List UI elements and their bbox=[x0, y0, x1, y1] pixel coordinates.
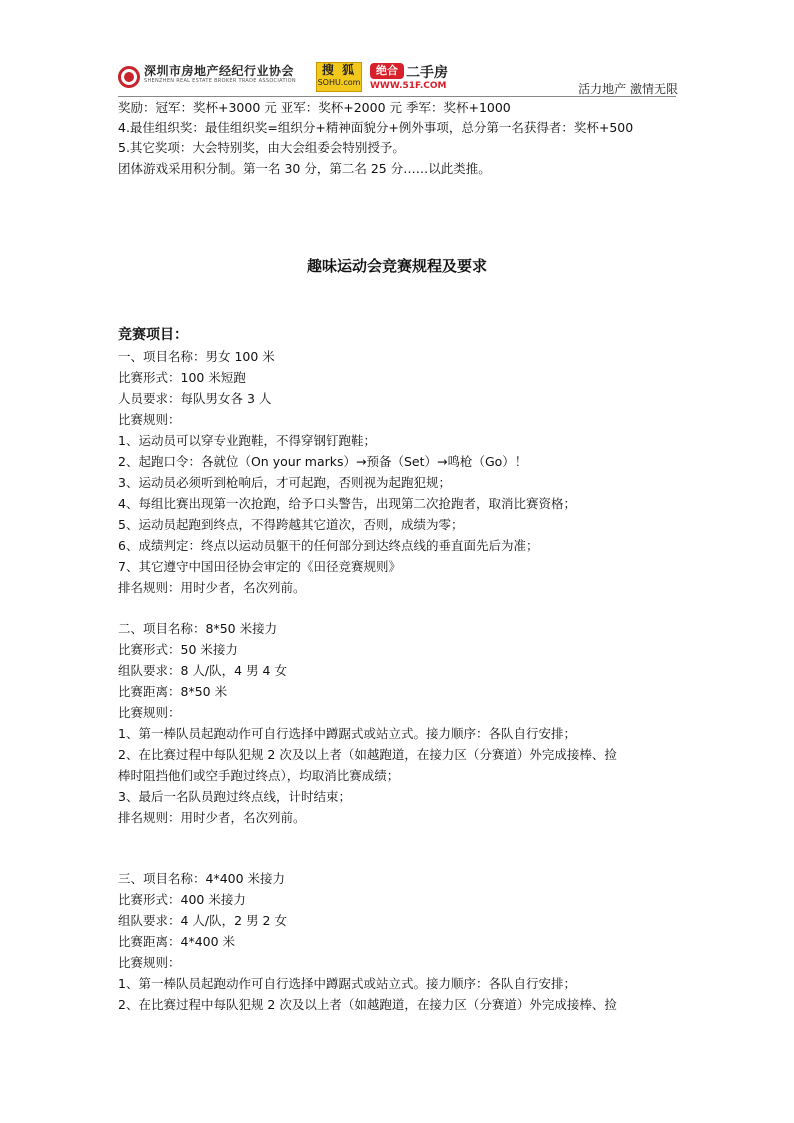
51f-logo bbox=[370, 62, 480, 92]
event1-line: 比赛形式：100 米短跑 bbox=[118, 370, 246, 385]
event2-line: 排名规则：用时少者，名次列前。 bbox=[118, 810, 306, 825]
event2-line: 比赛形式：50 米接力 bbox=[118, 642, 238, 657]
event3-line: 组队要求：4 人/队，2 男 2 女 bbox=[118, 913, 287, 928]
event2-line: 比赛距离：8*50 米 bbox=[118, 684, 228, 699]
event2-line: 二、项目名称：8*50 米接力 bbox=[118, 621, 278, 636]
event1-line: 4、每组比赛出现第一次抢跑，给予口头警告，出现第二次抢跑者，取消比赛资格； bbox=[118, 496, 576, 511]
intro-line: 奖励：冠军：奖杯+3000 元 亚军：奖杯+2000 元 季军：奖杯+1000 bbox=[118, 100, 511, 115]
event3-line: 比赛距离：4*400 米 bbox=[118, 934, 236, 949]
event3-line: 三、项目名称：4*400 米接力 bbox=[118, 871, 286, 886]
header-slogan: 活力地产 激情无限 bbox=[578, 82, 678, 96]
event2-line: 2、在比赛过程中每队犯规 2 次及以上者（如越跑道，在接力区（分赛道）外完成接棒、捡 bbox=[118, 747, 617, 762]
association-logo bbox=[118, 64, 296, 92]
page-header bbox=[118, 60, 678, 100]
event2-line: 组队要求：8 人/队，4 男 4 女 bbox=[118, 663, 287, 678]
intro-line: 团体游戏采用积分制。第一名 30 分，第二名 25 分……以此类推。 bbox=[118, 161, 491, 176]
event1-line: 比赛规则： bbox=[118, 412, 181, 427]
event1-line: 6、成绩判定：终点以运动员躯干的任何部分到达终点线的垂直面先后为准； bbox=[118, 538, 539, 553]
event1-line: 2、起跑口令：各就位（On your marks）→预备（Set）→鸣枪（Go）！ bbox=[118, 454, 528, 469]
sohu-logo-text: 搜 狐 bbox=[321, 63, 357, 77]
event2-line: 1、第一棒队员起跑动作可自行选择中蹲踞式或站立式。接力顺序：各队自行安排； bbox=[118, 726, 576, 741]
association-seal-icon bbox=[118, 66, 140, 88]
event3-line: 比赛规则： bbox=[118, 955, 181, 970]
event3-line: 比赛形式：400 米接力 bbox=[118, 892, 246, 907]
association-name: 深圳市房地产经纪行业协会 bbox=[144, 64, 295, 78]
event1-line: 1、运动员可以穿专业跑鞋，不得穿钢钉跑鞋； bbox=[118, 433, 376, 448]
event2-line: 3、最后一名队员跑过终点线，计时结束； bbox=[118, 789, 351, 804]
event1-line: 3、运动员必须听到枪响后，才可起跑，否则视为起跑犯规； bbox=[118, 475, 451, 490]
association-name-en: SHENZHEN REAL ESTATE BROKER TRADE ASSOCIATION bbox=[144, 78, 296, 84]
51f-logo-name: 二手房 bbox=[406, 65, 448, 81]
document-title: 趣味运动会竞赛规程及要求 bbox=[306, 257, 487, 275]
event1-line: 7、其它遵守中国田径协会审定的《田径竞赛规则》 bbox=[118, 559, 401, 574]
event1-line: 一、项目名称：男女 100 米 bbox=[118, 349, 275, 364]
intro-line: 4.最佳组织奖：最佳组织奖=组织分+精神面貌分+例外事项，总分第一名获得者：奖杯+500 bbox=[118, 120, 634, 135]
51f-logo-mark: 绝合 bbox=[370, 63, 404, 79]
sohu-logo-url: SOHU.com bbox=[317, 78, 361, 87]
section-heading: 竞赛项目： bbox=[118, 327, 188, 343]
sohu-logo bbox=[316, 62, 362, 92]
header-divider bbox=[118, 96, 676, 97]
event1-line: 人员要求：每队男女各 3 人 bbox=[118, 391, 272, 406]
event1-line: 排名规则：用时少者，名次列前。 bbox=[118, 580, 306, 595]
event3-line: 2、在比赛过程中每队犯规 2 次及以上者（如越跑道，在接力区（分赛道）外完成接棒、捡 bbox=[118, 997, 617, 1012]
event2-line: 棒时阻挡他们或空手跑过终点），均取消比赛成绩； bbox=[118, 768, 400, 783]
event3-line: 1、第一棒队员起跑动作可自行选择中蹲踞式或站立式。接力顺序：各队自行安排； bbox=[118, 976, 576, 991]
event1-line: 5、运动员起跑到终点，不得跨越其它道次，否则，成绩为零； bbox=[118, 517, 464, 532]
intro-line: 5.其它奖项：大会特别奖，由大会组委会特别授予。 bbox=[118, 140, 405, 155]
51f-logo-url: WWW.51F.COM bbox=[370, 81, 447, 91]
event2-line: 比赛规则： bbox=[118, 705, 181, 720]
